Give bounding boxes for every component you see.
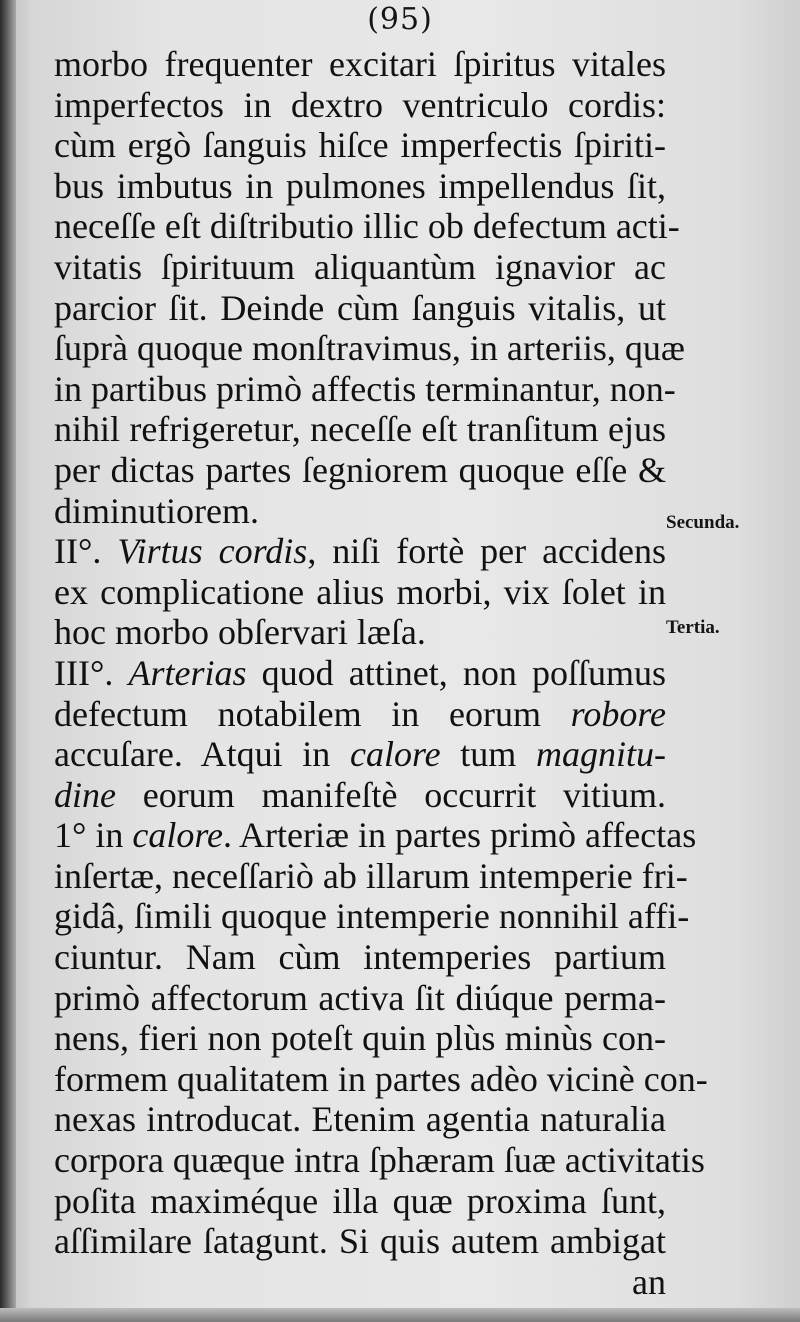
text-run: ciuntur. Nam cùm intemperies partium xyxy=(54,937,666,978)
text-run: aſſimilare ſatagunt. Si quis autem ambigat xyxy=(54,1221,666,1262)
text-run: poſita maximéque illa quæ proxima ſunt, xyxy=(54,1180,666,1221)
text-line xyxy=(54,450,666,491)
text-run: an xyxy=(632,1261,666,1302)
text-run: tum xyxy=(440,734,536,775)
text-line xyxy=(54,125,666,166)
text-run: bus imbutus in pulmones impellendus ſit, xyxy=(54,165,666,206)
italic-text: dine xyxy=(54,774,116,815)
text-run: morbo frequenter excitari ſpiritus vitales xyxy=(54,44,666,84)
text-run: inſertæ, neceſſariò ab illarum intemperie fri- xyxy=(54,855,688,896)
text-line xyxy=(54,815,697,856)
text-line xyxy=(54,896,690,937)
text-run: nihil refrigeretur, neceſſe eſt tranſitum ejus xyxy=(54,409,666,450)
text-line xyxy=(54,491,666,532)
text-run: III°. xyxy=(54,652,129,693)
text-line xyxy=(54,734,666,775)
text-line xyxy=(54,653,666,694)
text-run: corpora quæque intra ſphæram ſuæ activitatis xyxy=(54,1140,705,1181)
text-line xyxy=(54,206,680,247)
text-run: , niſi fortè per accidens xyxy=(307,531,667,572)
text-run: primò affectorum activa ſit diúque perma- xyxy=(54,977,666,1018)
text-run: . Arteriæ in partes primò affectas xyxy=(223,815,697,856)
italic-text: Arterias xyxy=(128,652,247,693)
text-line xyxy=(54,166,666,207)
text-run: defectum notabilem in eorum xyxy=(54,693,571,734)
text-run: accuſare. Atqui in xyxy=(54,734,350,775)
page-binding-shadow xyxy=(0,0,16,1322)
text-line xyxy=(54,328,685,369)
text-line xyxy=(54,1262,666,1303)
text-line xyxy=(54,531,666,572)
text-run: 1° in xyxy=(54,815,133,856)
text-line xyxy=(54,247,666,288)
text-line xyxy=(54,978,666,1019)
margin-note-secunda: Secunda. xyxy=(666,512,740,533)
italic-text: Virtus cordis xyxy=(117,531,308,572)
text-run: neceſſe eſt diſtributio illic ob defectum acti- xyxy=(54,206,680,247)
text-run: imperfectos in dextro ventriculo cordis: xyxy=(54,84,666,125)
text-line xyxy=(54,572,666,613)
text-run: nens, fieri non poteſt quin plùs minùs con- xyxy=(54,1018,666,1059)
text-line xyxy=(54,1140,705,1181)
text-line xyxy=(54,1058,708,1100)
text-run: ex complicatione alius morbi, vix ſolet in xyxy=(54,571,666,612)
italic-text: calore xyxy=(349,734,441,775)
text-run: cùm ergò ſanguis hiſce imperfectis ſpiriti- xyxy=(54,125,666,166)
text-run: per dictas partes ſegniorem quoque eſſe & xyxy=(54,449,666,490)
text-line xyxy=(54,855,688,897)
text-line xyxy=(54,937,666,978)
text-run: nexas introducat. Etenim agentia naturalia xyxy=(54,1099,666,1140)
text-line xyxy=(54,44,666,85)
text-line xyxy=(54,1181,666,1222)
text-line xyxy=(54,775,666,816)
text-run: ſuprà quoque monſtravimus, in arteriis, quæ xyxy=(54,328,685,369)
text-run: II°. xyxy=(54,531,118,572)
italic-text: robore xyxy=(570,693,666,734)
text-line xyxy=(54,694,666,735)
text-run: vitatis ſpirituum aliquantùm ignavior ac xyxy=(54,246,666,287)
italic-text: calore xyxy=(132,815,224,856)
text-run: quod attinet, non poſſumus xyxy=(246,652,666,693)
text-run: in partibus primò affectis terminantur, non- xyxy=(54,368,676,409)
margin-note-tertia: Tertia. xyxy=(666,617,720,638)
text-run: gidâ, ſimili quoque intemperie nonnihil affi- xyxy=(54,896,690,937)
text-run: hoc morbo obſervari læſa. xyxy=(54,612,426,653)
text-line xyxy=(54,612,666,653)
text-run: eorum manifeſtè occurrit vitium. xyxy=(115,774,666,815)
text-line xyxy=(54,288,666,329)
text-line xyxy=(54,1099,666,1140)
page-number: (95) xyxy=(367,2,433,37)
text-run: diminutiorem. xyxy=(54,490,259,531)
text-line xyxy=(54,1221,666,1262)
page-bottom-edge xyxy=(0,1308,800,1322)
text-run: parcior ſit. Deinde cùm ſanguis vitalis, ut xyxy=(54,287,666,328)
text-line xyxy=(54,85,666,126)
text-line xyxy=(54,368,676,410)
text-line xyxy=(54,1018,666,1059)
text-line xyxy=(54,409,666,450)
italic-text: magnitu- xyxy=(536,734,666,775)
text-run: formem qualitatem in partes adèo vicinè con- xyxy=(54,1058,708,1099)
